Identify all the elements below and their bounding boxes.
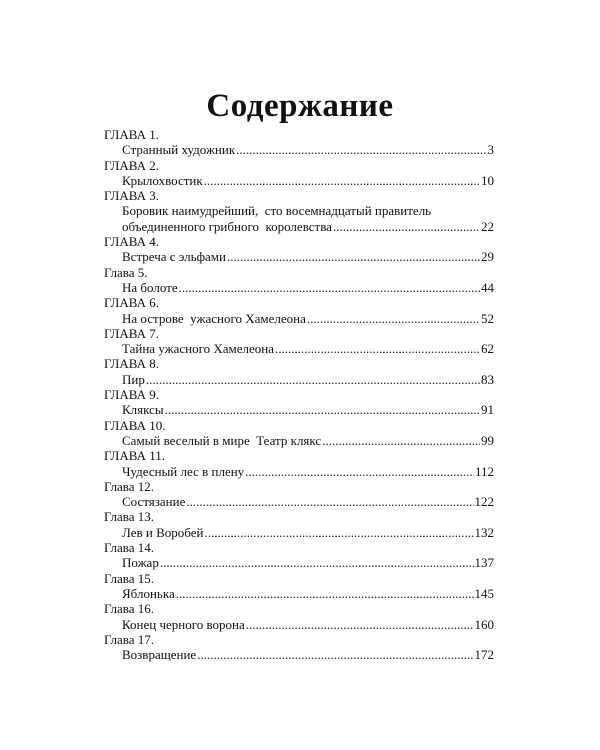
- chapter-heading: ГЛАВА 1.: [104, 127, 159, 142]
- page-number: 172: [474, 647, 494, 663]
- entry-row: [122, 219, 494, 234]
- toc-entry[interactable]: [104, 617, 494, 632]
- entry-title: Боровик наимудрейший, сто восемнадцатый правитель: [122, 203, 432, 219]
- page-number: 160: [474, 616, 494, 632]
- chapter-heading: ГЛАВА 2.: [104, 157, 159, 173]
- toc-entry[interactable]: [104, 647, 494, 662]
- toc-entry[interactable]: [104, 464, 494, 479]
- chapter-heading: ГЛАВА 11.: [104, 448, 166, 464]
- toc-entry[interactable]: [104, 372, 494, 387]
- entry-title: Пир: [122, 371, 145, 387]
- toc-entry[interactable]: [104, 173, 494, 188]
- chapter-heading: Глава 13.: [104, 509, 155, 525]
- chapter-heading: ГЛАВА 4.: [104, 234, 159, 250]
- chapter-heading: ГЛАВА 9.: [104, 387, 159, 403]
- page-number: 10: [481, 172, 494, 188]
- entry-title: На острове ужасного Хамелеона: [122, 310, 306, 326]
- dot-leader: [160, 555, 474, 570]
- entry-title: Возвращение: [122, 647, 197, 663]
- toc-entry[interactable]: [104, 219, 494, 234]
- dot-leader: [204, 525, 473, 540]
- entry-row: [122, 494, 494, 509]
- entry-row: [122, 402, 494, 417]
- toc-entry[interactable]: [104, 341, 494, 356]
- toc-entry[interactable]: [104, 280, 494, 295]
- dot-leader: [197, 647, 473, 662]
- chapter-heading: Глава 14.: [104, 540, 155, 556]
- dot-leader: [204, 173, 480, 188]
- toc-entry[interactable]: [104, 433, 494, 448]
- entry-row: [122, 142, 494, 157]
- chapter-heading: ГЛАВА 7.: [104, 325, 159, 341]
- entry-row: [122, 586, 494, 601]
- entry-title: Кляксы: [122, 402, 164, 418]
- dot-leader: [186, 494, 473, 509]
- entry-title: Пожар: [122, 555, 159, 571]
- toc-entry[interactable]: [104, 555, 494, 570]
- toc-entry[interactable]: [104, 586, 494, 601]
- chapter-heading: ГЛАВА 8.: [104, 356, 159, 372]
- entry-row: [122, 525, 494, 540]
- page-number: 132: [474, 524, 494, 540]
- chapter-heading: Глава 15.: [104, 570, 155, 586]
- entry-row: [122, 647, 494, 662]
- dot-leader: [165, 402, 480, 417]
- page-number: 44: [481, 279, 494, 295]
- toc-entry[interactable]: [104, 249, 494, 264]
- toc-entry[interactable]: [104, 142, 494, 157]
- dot-leader: [333, 219, 480, 234]
- entry-row: [122, 280, 494, 295]
- page-number: 91: [481, 402, 494, 418]
- chapter-heading: Глава 16.: [104, 601, 155, 617]
- dot-leader: [176, 586, 474, 601]
- entry-row: [122, 617, 494, 632]
- dot-leader: [236, 142, 486, 157]
- toc-entry[interactable]: [104, 311, 494, 326]
- entry-title: объединенного грибного королевства: [122, 218, 332, 234]
- page-number: 83: [481, 371, 494, 387]
- entry-title: На болоте: [122, 279, 178, 295]
- page-number: 3: [487, 142, 494, 158]
- chapter-heading: Глава 17.: [104, 631, 155, 647]
- entry-title: Самый веселый в мире Театр клякс: [122, 432, 322, 448]
- chapter-heading: Глава 12.: [104, 478, 155, 494]
- entry-row: [122, 372, 494, 387]
- entry-row: [122, 249, 494, 264]
- entry-title: Состязание: [122, 494, 186, 510]
- entry-title: Конец черного ворона: [122, 616, 245, 632]
- entry-row: [122, 311, 494, 326]
- page-number: 145: [474, 585, 494, 601]
- entry-row: [122, 464, 494, 479]
- entry-title: Встреча с эльфами: [122, 249, 226, 265]
- dot-leader: [307, 311, 480, 326]
- toc-entry[interactable]: [104, 494, 494, 509]
- chapter-heading: ГЛАВА 10.: [104, 417, 166, 433]
- page-number: 29: [481, 249, 494, 265]
- table-of-contents: [104, 127, 494, 662]
- page-number: 112: [474, 463, 494, 479]
- dot-leader: [227, 249, 480, 264]
- entry-row: [122, 433, 494, 448]
- dot-leader: [322, 433, 480, 448]
- dot-leader: [179, 280, 480, 295]
- toc-entry[interactable]: [104, 525, 494, 540]
- chapter-heading: Глава 5.: [104, 264, 148, 280]
- entry-row: [122, 341, 494, 356]
- chapter-heading: ГЛАВА 6.: [104, 295, 159, 311]
- entry-title: Яблонька: [122, 585, 175, 601]
- entry-title: Чудесный лес в плену: [122, 463, 245, 479]
- page-number: 62: [481, 341, 494, 357]
- page-number: 22: [481, 218, 494, 234]
- dot-leader: [275, 341, 480, 356]
- dot-leader: [146, 372, 480, 387]
- toc-entry[interactable]: [104, 203, 494, 218]
- entry-title: Крылохвостик: [122, 172, 203, 188]
- toc-entry[interactable]: [104, 402, 494, 417]
- entry-row: [122, 173, 494, 188]
- dot-leader: [245, 464, 474, 479]
- entry-title: Тайна ужасного Хамелеона: [122, 341, 275, 357]
- entry-title: Странный художник: [122, 142, 236, 158]
- dot-leader: [246, 617, 474, 632]
- page-number: 52: [481, 310, 494, 326]
- page-title: Содержание: [206, 88, 394, 124]
- entry-title: Лев и Воробей: [122, 524, 204, 540]
- page-number: 122: [474, 494, 494, 510]
- page-number: 137: [474, 555, 494, 571]
- chapter-heading: ГЛАВА 3.: [104, 188, 159, 204]
- entry-row: [122, 555, 494, 570]
- page-number: 99: [481, 432, 494, 448]
